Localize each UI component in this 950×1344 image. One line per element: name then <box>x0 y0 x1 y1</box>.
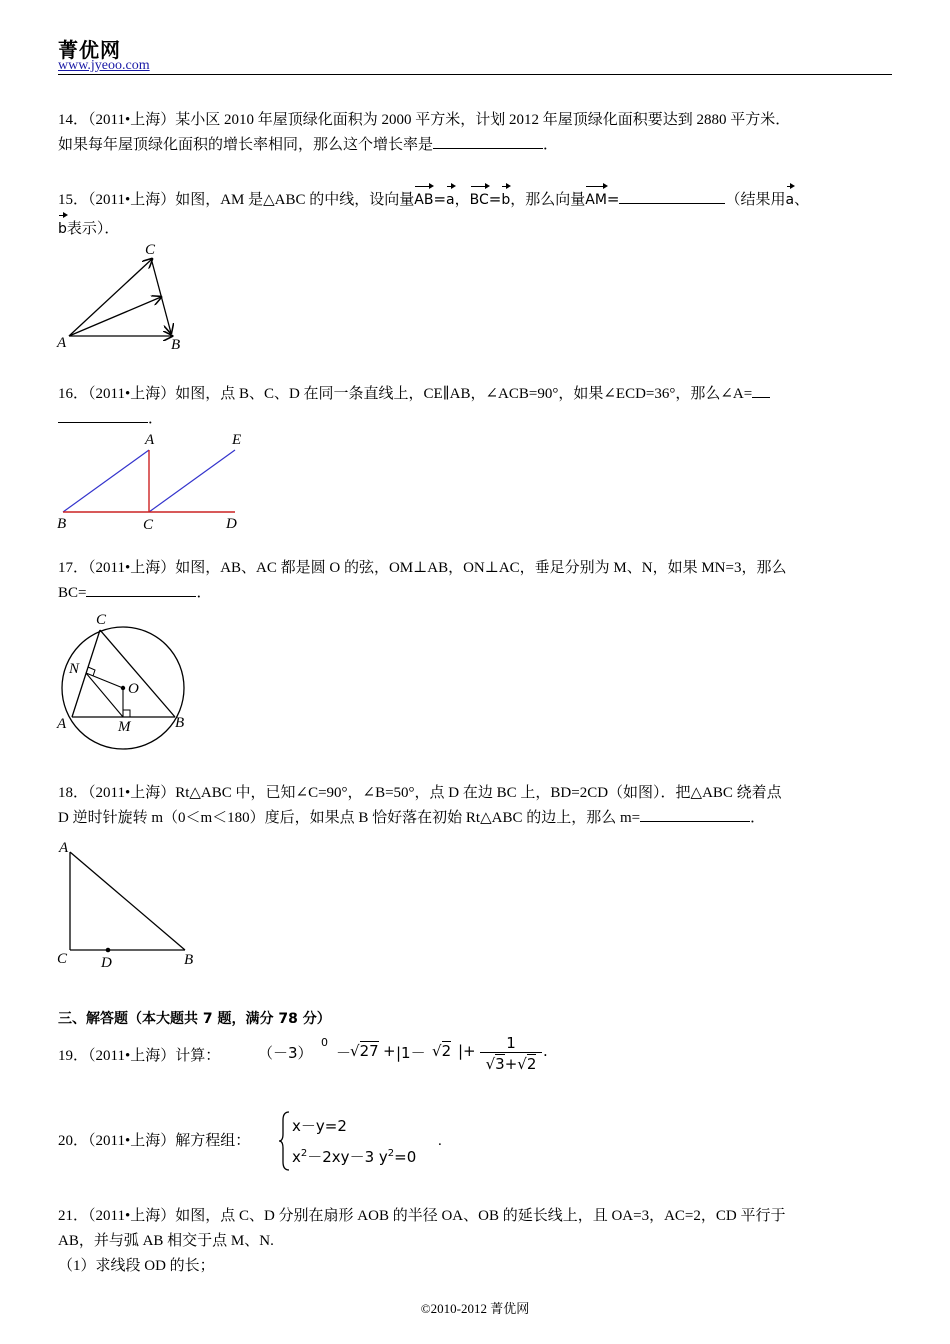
eq-sign: = <box>433 190 447 208</box>
question-17 <box>58 556 892 606</box>
q20-eq2-end: =0 <box>394 1148 417 1166</box>
q19-abs-open: |1－ <box>396 1044 426 1062</box>
section-heading: 三、解答题（本大题共 7 题，满分 78 分） <box>58 1011 331 1027</box>
answer-blank-14[interactable] <box>433 133 543 149</box>
label-n: N <box>69 661 80 677</box>
vector-a: a <box>786 184 795 213</box>
question-17-line2 <box>58 581 892 606</box>
q20-end: . <box>438 1133 442 1149</box>
label-d: D <box>101 955 112 971</box>
site-url-link[interactable]: www.jyeoo.com <box>58 58 150 73</box>
question-19-label: 19．（2011•上海）计算： <box>58 1048 221 1064</box>
figure-16 <box>55 428 255 534</box>
question-18-end: ． <box>750 810 766 826</box>
question-20-label: 20．（2011•上海）解方程组： <box>58 1133 251 1149</box>
q20-eq2-sup2: 2 <box>387 1148 395 1159</box>
q19-plus2: + <box>504 1055 518 1073</box>
question-21-line1: 21．（2011•上海）如图，点 C、D 分别在扇形 AOB 的半径 OA、OB 的延长线上，且 OA=3，AC=2，CD 平行于 <box>58 1208 786 1224</box>
question-18-line1: 18．（2011•上海）Rt△ABC 中，已知∠C=90°，∠B=50°，点 D 在边 BC 上，BD=2CD（如图）．把△ABC 绕着点 <box>58 785 782 801</box>
vector-ab: AB <box>414 184 433 213</box>
q19-minus: － <box>336 1044 352 1062</box>
label-b: B <box>184 952 194 968</box>
q19-radicand-2: 2 <box>441 1042 452 1060</box>
vector-b: b <box>501 184 510 213</box>
q19-abs-close: |+ <box>458 1042 476 1060</box>
label-a: A <box>145 432 155 448</box>
label-e: E <box>232 432 242 448</box>
question-16-end: ． <box>148 411 164 427</box>
question-18 <box>58 781 892 831</box>
separator: ， <box>454 192 470 208</box>
answer-blank-16[interactable] <box>58 407 148 423</box>
q19-sqrt2: √2 <box>432 1042 452 1060</box>
question-18-line2 <box>58 806 892 831</box>
q19-numerator: 1 <box>480 1034 542 1053</box>
q20-eq2-x: x <box>292 1148 301 1166</box>
eq-sign: = <box>488 190 502 208</box>
question-14-line2 <box>58 133 892 158</box>
q20-eq2-sup1: 2 <box>300 1148 308 1159</box>
question-14 <box>58 108 892 158</box>
question-17-end: ． <box>196 585 212 601</box>
question-21 <box>58 1204 892 1279</box>
vector-a: a <box>446 184 455 213</box>
q20-eq2-middle: －2xy－3 y <box>307 1148 388 1166</box>
figure-15-triangle <box>55 238 195 354</box>
label-c: C <box>143 517 154 533</box>
q20-system <box>292 1112 416 1171</box>
label-a: A <box>59 840 69 856</box>
q19-radicand-3: 3 <box>495 1055 505 1073</box>
q19-sqrt27: √27 <box>350 1042 379 1060</box>
q20-eq1: x－y=2 <box>292 1117 347 1135</box>
header-divider <box>58 74 892 75</box>
q19-base: （－3） <box>258 1044 313 1062</box>
question-17-line1: 17．（2011•上海）如图，AB、AC 都是圆 O 的弦，OM⊥AB，ON⊥AC，垂足分别为 M、N，如果 MN=3，那么 <box>58 560 787 576</box>
label-b: B <box>57 516 67 532</box>
figure-18-triangle <box>55 836 205 972</box>
question-18-text: D 逆时针旋转 m（0＜m＜180）度后，如果点 B 恰好落在初始 Rt△ABC 的边上，那么 m= <box>58 810 641 826</box>
question-15-suffix: （结果用 <box>725 192 786 208</box>
site-logo: 菁优网 <box>58 38 121 62</box>
question-15-mid: ，那么向量 <box>510 192 586 208</box>
vector-am: AM <box>585 184 607 213</box>
label-b: B <box>171 337 181 353</box>
question-15 <box>58 184 892 242</box>
q19-radicand-2b: 2 <box>526 1055 537 1073</box>
question-15-line1 <box>58 184 892 213</box>
figure-17-circle <box>55 608 195 752</box>
label-m: M <box>118 719 131 735</box>
q20-eq2 <box>292 1140 416 1171</box>
question-15-line2-text: 表示）． <box>66 221 120 237</box>
question-16-text: 16．（2011•上海）如图，点 B、C、D 在同一条直线上，CE∥AB，∠ACB=90°，如果∠ECD=36°，那么∠A= <box>58 386 753 402</box>
label-c: C <box>145 242 156 258</box>
eq-sign: = <box>606 190 620 208</box>
vector-bc: BC <box>470 184 489 213</box>
label-a: A <box>57 335 67 351</box>
label-c: C <box>57 951 68 967</box>
q19-exp: 0 <box>321 1036 328 1049</box>
q19-radicand-27: 27 <box>359 1042 379 1060</box>
answer-blank-17[interactable] <box>86 581 196 597</box>
question-21-line2: AB，并与弧 AB 相交于点 M、N. <box>58 1233 274 1249</box>
label-c: C <box>96 612 107 628</box>
question-14-line1: 14．（2011•上海）某小区 2010 年屋顶绿化面积为 2000 平方米，计划 2012 年屋顶绿化面积要达到 2880 平方米． <box>58 112 791 128</box>
q19-plus: + <box>383 1042 396 1060</box>
question-16 <box>58 382 892 432</box>
comma: 、 <box>794 192 810 208</box>
question-17-text: BC= <box>58 585 87 601</box>
label-o: O <box>128 681 139 697</box>
label-d: D <box>226 516 237 532</box>
footer-copyright: ©2010-2012 菁优网 <box>420 1301 530 1316</box>
label-b: B <box>175 715 185 731</box>
answer-blank-16a[interactable] <box>752 382 770 398</box>
question-14-end: ． <box>543 137 559 153</box>
vector-b: b <box>58 213 67 242</box>
q19-denominator: √3+√2 <box>485 1055 537 1073</box>
answer-blank-15[interactable] <box>619 188 725 204</box>
question-16-line1 <box>58 382 892 407</box>
label-a: A <box>57 716 67 732</box>
question-21-line3: （1）求线段 OD 的长； <box>58 1258 215 1274</box>
q20-brace <box>278 1110 292 1172</box>
q19-end: . <box>543 1042 548 1060</box>
question-15-prefix: 15．（2011•上海）如图，AM 是△ABC 的中线，设向量 <box>58 192 415 208</box>
answer-blank-18[interactable] <box>640 806 750 822</box>
question-14-text: 如果每年屋顶绿化面积的增长率相同，那么这个增长率是 <box>58 137 434 153</box>
